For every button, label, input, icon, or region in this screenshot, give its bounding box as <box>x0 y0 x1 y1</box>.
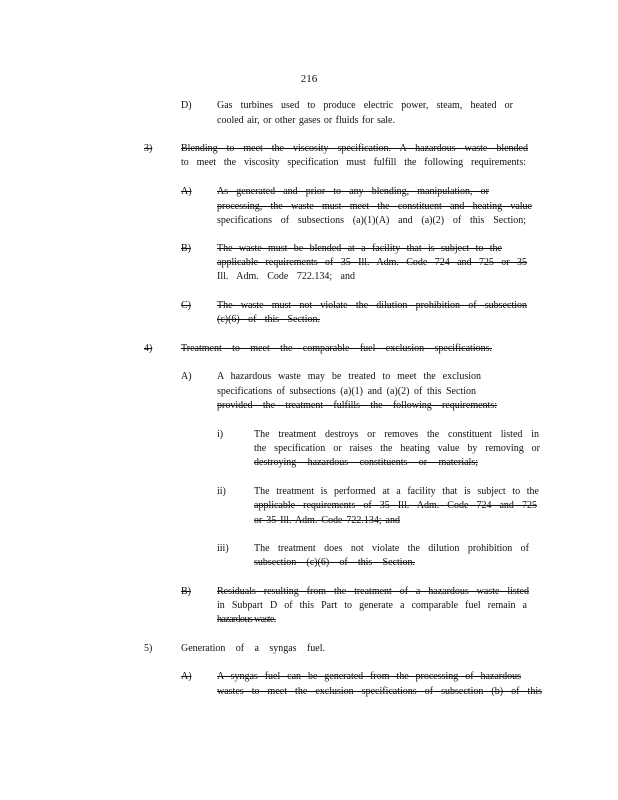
struck-text-line: Blending to meet the viscosity specification. A hazardous waste blended <box>181 143 528 154</box>
item-label: B) <box>181 243 191 254</box>
item-label: 4) <box>144 343 153 354</box>
struck-text-line: Treatment to meet the comparable fuel exclusion specifications. <box>181 343 492 354</box>
struck-text-line: applicable requirements of 35 Ill. Adm. Code 724 and 725 <box>254 500 537 511</box>
text-line: The treatment does not violate the dilution prohibition of <box>254 543 529 554</box>
struck-text-line: The waste must not violate the dilution prohibition of subsection <box>217 300 527 311</box>
text-line: The treatment destroys or removes the constituent listed in <box>254 429 539 440</box>
item-label: 5) <box>144 643 153 654</box>
struck-text-line: The waste must be blended at a facility that is subject to the <box>217 243 502 254</box>
text-line: specifications of subsections (a)(1) and (a)(2) of this Section <box>217 386 476 397</box>
struck-text-line: applicable requirements of 35 Ill. Adm. Code 724 and 725 or 35 <box>217 257 527 268</box>
text-line: Ill. Adm. Code 722.134; and <box>217 271 355 282</box>
item-label: iii) <box>217 543 229 554</box>
text-line: A hazardous waste may be treated to meet the exclusion <box>217 371 481 382</box>
struck-text-line: As generated and prior to any blending, manipulation, or <box>217 186 489 197</box>
page-number: 216 <box>300 73 318 85</box>
item-label: 3) <box>144 143 153 154</box>
struck-text-line: Residuals resulting from the treatment of a hazardous waste listed <box>217 586 529 597</box>
text-line: The treatment is performed at a facility that is subject to the <box>254 486 539 497</box>
struck-text-line: subsection (c)(6) of this Section. <box>254 557 415 568</box>
struck-text-line: hazardous waste. <box>217 614 276 625</box>
item-label: A) <box>181 671 192 682</box>
item-label: ii) <box>217 486 226 497</box>
struck-text-line: processing, the waste must meet the constituent and heating value <box>217 201 532 212</box>
text-line: Generation of a syngas fuel. <box>181 643 325 654</box>
text-line: cooled air, or other gases or fluids for sale. <box>217 115 395 126</box>
item-label: A) <box>181 371 192 382</box>
struck-text-line: provided the treatment fulfills the following requirements: <box>217 400 497 411</box>
text-line: to meet the viscosity specification must fulfill the following requirements: <box>181 157 526 168</box>
struck-text-line: wastes to meet the exclusion specifications of subsection (b) of this <box>217 686 542 697</box>
text-line: the specification or raises the heating value by removing or <box>254 443 540 454</box>
item-label: C) <box>181 300 191 311</box>
struck-text-line: (c)(6) of this Section. <box>217 314 320 325</box>
struck-text-line: A syngas fuel can be generated from the processing of hazardous <box>217 671 521 682</box>
text-line: specifications of subsections (a)(1)(A) and (a)(2) of this Section; <box>217 215 526 226</box>
struck-text-line: or 35 Ill. Adm. Code 722.134; and <box>254 515 400 526</box>
struck-text-line: destroying hazardous constituents or materials; <box>254 457 478 468</box>
item-label: A) <box>181 186 192 197</box>
item-label: B) <box>181 586 191 597</box>
item-label: i) <box>217 429 224 440</box>
text-line: in Subpart D of this Part to generate a comparable fuel remain a <box>217 600 527 611</box>
text-line: Gas turbines used to produce electric power, steam, heated or <box>217 100 513 111</box>
item-label: D) <box>181 100 192 111</box>
